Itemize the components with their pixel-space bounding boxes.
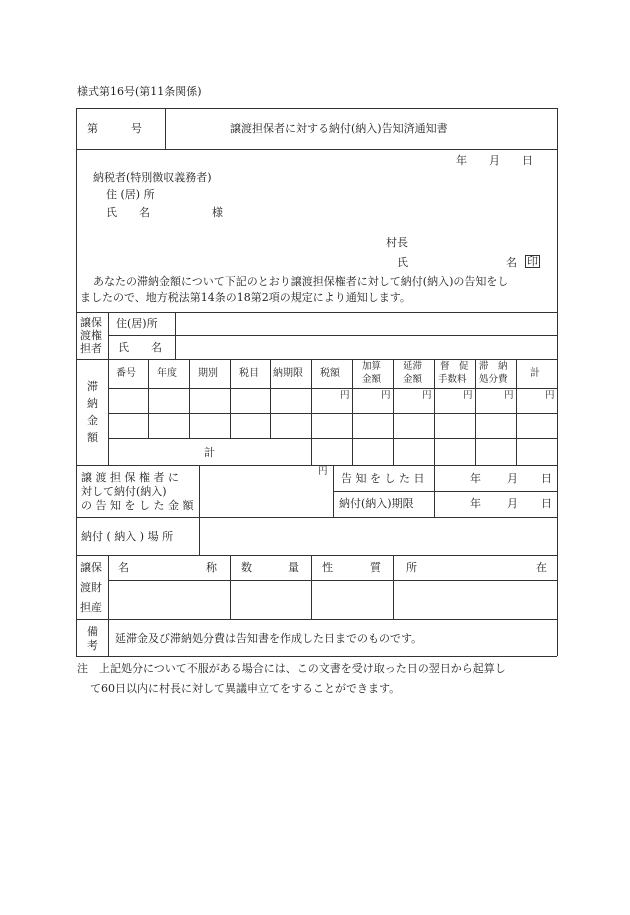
- taxpayer-honorific: 様: [212, 206, 223, 219]
- property-name-col-2: 称: [206, 561, 217, 574]
- footnote-line2: て60日以内に村長に対して異議申立てをすることができます。: [90, 682, 401, 695]
- yen-unit: 円: [545, 390, 555, 401]
- yen-unit: 円: [422, 390, 432, 401]
- col-year: 年度: [157, 368, 177, 379]
- col-tax-item: 税目: [239, 368, 259, 379]
- yen-unit: 円: [340, 390, 350, 401]
- date-day: 日: [541, 472, 552, 485]
- issue-date: 年 月 日: [456, 154, 533, 167]
- property-quantity-col-2: 量: [288, 561, 299, 574]
- date-year: 年: [470, 497, 481, 510]
- yen-unit: 円: [463, 390, 473, 401]
- arrears-total-label: 計: [204, 446, 215, 459]
- col-period: 期別: [198, 368, 218, 379]
- date-year: 年: [470, 472, 481, 485]
- seal-mark: 印: [527, 255, 538, 268]
- notice-date-label: 告 知 を し た 日: [341, 472, 425, 485]
- property-location-col: 所: [406, 561, 417, 574]
- form-reference: 様式第16号(第11条関係): [77, 85, 202, 98]
- document-number-label: 第 号: [87, 122, 142, 135]
- remarks-text: 延滞金及び滞納処分費は告知書を作成した日までのものです。: [115, 632, 423, 645]
- property-location-col-2: 在: [536, 561, 547, 574]
- col-due-date: 納期限: [273, 368, 303, 379]
- date-month: 月: [507, 497, 518, 510]
- taxpayer-name-label: 氏 名: [106, 206, 150, 219]
- col-total: 計: [530, 368, 540, 379]
- date-month: 月: [507, 472, 518, 485]
- yen-unit: 円: [381, 390, 391, 401]
- yen-unit: 円: [318, 466, 328, 477]
- date-day: 日: [541, 497, 552, 510]
- taxpayer-address-label: 住 (居) 所: [106, 188, 155, 201]
- property-quantity-col: 数: [241, 561, 252, 574]
- notice-text-line2: ましたので、地方税法第14条の18第2項の規定により通知します。: [80, 291, 411, 304]
- yen-unit: 円: [504, 390, 514, 401]
- payment-deadline-label: 納付(納入)期限: [339, 497, 414, 510]
- issuer-name-label-2: 名: [506, 256, 517, 269]
- taxpayer-label: 納税者(特別徴収義務者): [93, 171, 212, 184]
- issuer-title: 村長: [386, 236, 408, 249]
- footnote-line1: 注 上記処分について不服がある場合には、この文書を受け取った日の翌日から起算し: [77, 662, 506, 675]
- document-title: 譲渡担保者に対する納付(納入)告知済通知書: [230, 122, 448, 135]
- payment-place-label: 納付 ( 納入 ) 場 所: [81, 530, 174, 543]
- notice-text-line1: あなたの滞納金額について下記のとおり譲渡担保権者に対して納付(納入)の告知をし: [93, 275, 509, 288]
- property-nature-col: 性: [322, 561, 333, 574]
- property-name-col: 名: [118, 561, 129, 574]
- guarantor-name-label: 氏 名: [118, 341, 162, 354]
- issuer-name-label: 氏: [397, 256, 408, 269]
- col-tax-amount: 税額: [320, 368, 340, 379]
- col-number: 番号: [116, 368, 136, 379]
- guarantor-address-label: 住(居)所: [116, 317, 158, 330]
- property-nature-col-2: 質: [370, 561, 381, 574]
